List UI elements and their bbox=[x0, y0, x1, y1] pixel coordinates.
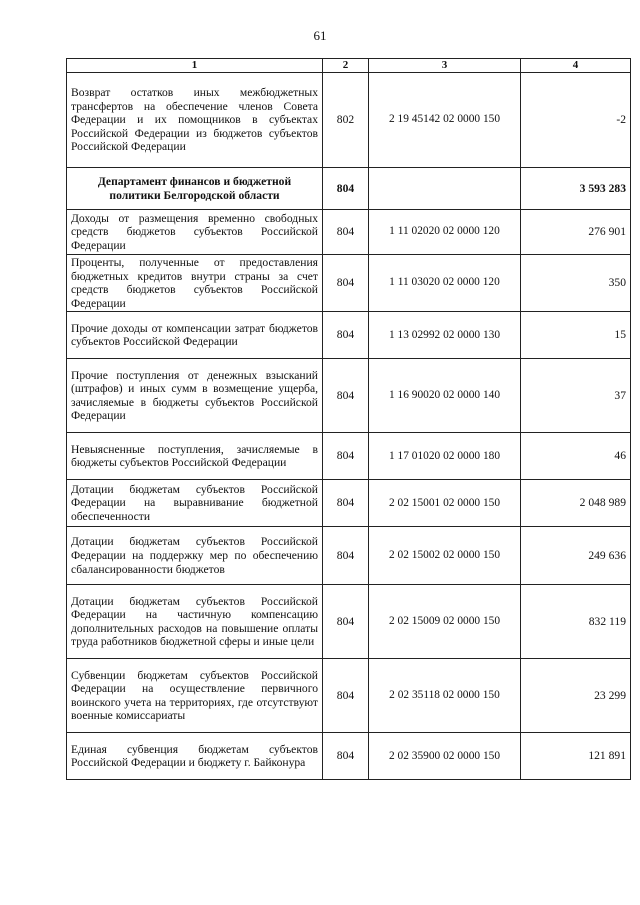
row-budget-classification-code: 1 11 02020 02 0000 120 bbox=[369, 210, 521, 255]
row-amount: 2 048 989 bbox=[521, 480, 631, 527]
row-admin-code: 804 bbox=[323, 733, 369, 780]
row-admin-code: 804 bbox=[323, 659, 369, 733]
column-header-description: 1 bbox=[67, 59, 323, 73]
row-admin-code: 804 bbox=[323, 255, 369, 312]
row-description: Возврат остатков иных межбюджетных трансфертов на обеспечение членов Совета Федерации и их помощников в субъектах Российской Федерации из бюджетов субъектов Российской Федерации bbox=[67, 73, 323, 168]
row-budget-classification-code: 2 19 45142 02 0000 150 bbox=[369, 73, 521, 168]
row-admin-code: 804 bbox=[323, 168, 369, 210]
row-budget-classification-code: 2 02 15002 02 0000 150 bbox=[369, 527, 521, 585]
column-header-admin-code: 2 bbox=[323, 59, 369, 73]
row-budget-classification-code: 1 13 02992 02 0000 130 bbox=[369, 312, 521, 359]
table-section-row bbox=[67, 168, 631, 210]
table-row bbox=[67, 312, 631, 359]
row-amount: 37 bbox=[521, 359, 631, 433]
row-description: Департамент финансов и бюджетной политики Белгородской области bbox=[67, 168, 323, 210]
row-description: Дотации бюджетам субъектов Российской Федерации на частичную компенсацию дополнительных расходов на повышение оплаты труда работников бюджетной сферы и иные цели bbox=[67, 585, 323, 659]
row-budget-classification-code bbox=[369, 168, 521, 210]
row-description: Прочие доходы от компенсации затрат бюджетов субъектов Российской Федерации bbox=[67, 312, 323, 359]
table-row bbox=[67, 480, 631, 527]
row-budget-classification-code: 1 17 01020 02 0000 180 bbox=[369, 433, 521, 480]
row-amount: 276 901 bbox=[521, 210, 631, 255]
row-admin-code: 802 bbox=[323, 73, 369, 168]
table-row bbox=[67, 73, 631, 168]
row-admin-code: 804 bbox=[323, 480, 369, 527]
table-row bbox=[67, 255, 631, 312]
row-admin-code: 804 bbox=[323, 210, 369, 255]
row-budget-classification-code: 2 02 35900 02 0000 150 bbox=[369, 733, 521, 780]
table-row bbox=[67, 585, 631, 659]
row-description: Дотации бюджетам субъектов Российской Федерации на поддержку мер по обеспечению сбалансированности бюджетов bbox=[67, 527, 323, 585]
table-row bbox=[67, 433, 631, 480]
table-row bbox=[67, 527, 631, 585]
row-amount: 46 bbox=[521, 433, 631, 480]
table-header-row bbox=[67, 59, 631, 73]
table-row bbox=[67, 359, 631, 433]
row-budget-classification-code: 1 11 03020 02 0000 120 bbox=[369, 255, 521, 312]
row-description: Проценты, полученные от предоставления бюджетных кредитов внутри страны за счет средств бюджетов субъектов Российской Федерации bbox=[67, 255, 323, 312]
row-admin-code: 804 bbox=[323, 585, 369, 659]
budget-revenue-table bbox=[66, 58, 631, 780]
column-header-amount: 4 bbox=[521, 59, 631, 73]
row-amount: 3 593 283 bbox=[521, 168, 631, 210]
row-description: Единая субвенция бюджетам субъектов Российской Федерации и бюджету г. Байконура bbox=[67, 733, 323, 780]
row-amount: 121 891 bbox=[521, 733, 631, 780]
row-budget-classification-code: 2 02 15009 02 0000 150 bbox=[369, 585, 521, 659]
row-amount: -2 bbox=[521, 73, 631, 168]
table-row bbox=[67, 210, 631, 255]
row-description: Прочие поступления от денежных взысканий (штрафов) и иных сумм в возмещение ущерба, зачисляемые в бюджеты субъектов Российской Федерации bbox=[67, 359, 323, 433]
table-row bbox=[67, 733, 631, 780]
row-admin-code: 804 bbox=[323, 433, 369, 480]
row-budget-classification-code: 1 16 90020 02 0000 140 bbox=[369, 359, 521, 433]
row-budget-classification-code: 2 02 15001 02 0000 150 bbox=[369, 480, 521, 527]
row-description: Невыясненные поступления, зачисляемые в бюджеты субъектов Российской Федерации bbox=[67, 433, 323, 480]
row-amount: 23 299 bbox=[521, 659, 631, 733]
column-header-budget-classification-code: 3 bbox=[369, 59, 521, 73]
row-amount: 350 bbox=[521, 255, 631, 312]
row-description: Дотации бюджетам субъектов Российской Федерации на выравнивание бюджетной обеспеченности bbox=[67, 480, 323, 527]
row-admin-code: 804 bbox=[323, 359, 369, 433]
row-amount: 832 119 bbox=[521, 585, 631, 659]
table-row bbox=[67, 659, 631, 733]
row-budget-classification-code: 2 02 35118 02 0000 150 bbox=[369, 659, 521, 733]
row-amount: 249 636 bbox=[521, 527, 631, 585]
row-description: Доходы от размещения временно свободных средств бюджетов субъектов Российской Федерации bbox=[67, 210, 323, 255]
page-number: 61 bbox=[313, 28, 327, 43]
row-admin-code: 804 bbox=[323, 527, 369, 585]
row-amount: 15 bbox=[521, 312, 631, 359]
row-description: Субвенции бюджетам субъектов Российской Федерации на осуществление первичного воинского учета на территориях, где отсутствуют военные комиссариаты bbox=[67, 659, 323, 733]
table-body bbox=[67, 73, 631, 780]
row-admin-code: 804 bbox=[323, 312, 369, 359]
